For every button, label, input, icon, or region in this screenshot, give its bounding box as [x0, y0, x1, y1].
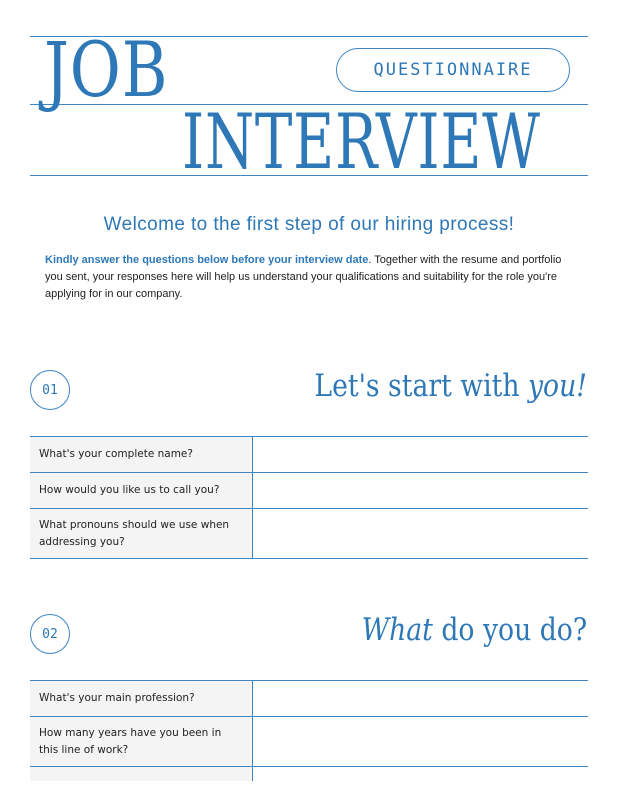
question-label: What pronouns should we use when addressing you?: [30, 509, 253, 558]
answer-field-name[interactable]: [253, 437, 588, 472]
answer-field-pronouns[interactable]: [253, 509, 588, 558]
question-label: How many years have you been in this line of work?: [30, 717, 253, 766]
section-02-table: [30, 680, 588, 781]
table-row: [30, 509, 588, 559]
title-interview: INTERVIEW: [182, 97, 541, 186]
question-label: [30, 767, 253, 781]
answer-field-years[interactable]: [253, 717, 588, 766]
question-label: What's your complete name?: [30, 437, 253, 472]
section-01-table: [30, 436, 588, 559]
answer-field-next[interactable]: [253, 767, 588, 781]
intro-paragraph: [45, 252, 580, 303]
section-heading-02-plain: do you do?: [432, 612, 587, 648]
section-heading-01-italic: you!: [527, 368, 587, 404]
welcome-heading: Welcome to the first step of our hiring process!: [103, 214, 515, 235]
question-label: How would you like us to call you?: [30, 473, 253, 508]
section-heading-01-plain: Let's start with: [314, 368, 528, 404]
intro-highlight: Kindly answer the questions below before your interview date: [45, 254, 369, 266]
section-number-01: 01: [30, 370, 70, 410]
title-job: JOB: [44, 25, 169, 114]
section-heading-02: [362, 612, 587, 648]
section-heading-02-italic: What: [361, 612, 433, 648]
answer-field-nickname[interactable]: [253, 473, 588, 508]
table-row: [30, 681, 588, 717]
questionnaire-badge: QUESTIONNAIRE: [336, 48, 570, 92]
section-heading-01: [314, 368, 587, 404]
intro-rest: . Together with the resume and portfolio you sent, your responses here will help us understand your qualifications and suitability for the role you're applying for in our company.: [45, 254, 562, 300]
table-row: [30, 717, 588, 767]
table-row: [30, 767, 588, 781]
answer-field-profession[interactable]: [253, 681, 588, 716]
section-number-02: 02: [30, 614, 70, 654]
table-row: [30, 473, 588, 509]
table-row: [30, 437, 588, 473]
question-label: What's your main profession?: [30, 681, 253, 716]
